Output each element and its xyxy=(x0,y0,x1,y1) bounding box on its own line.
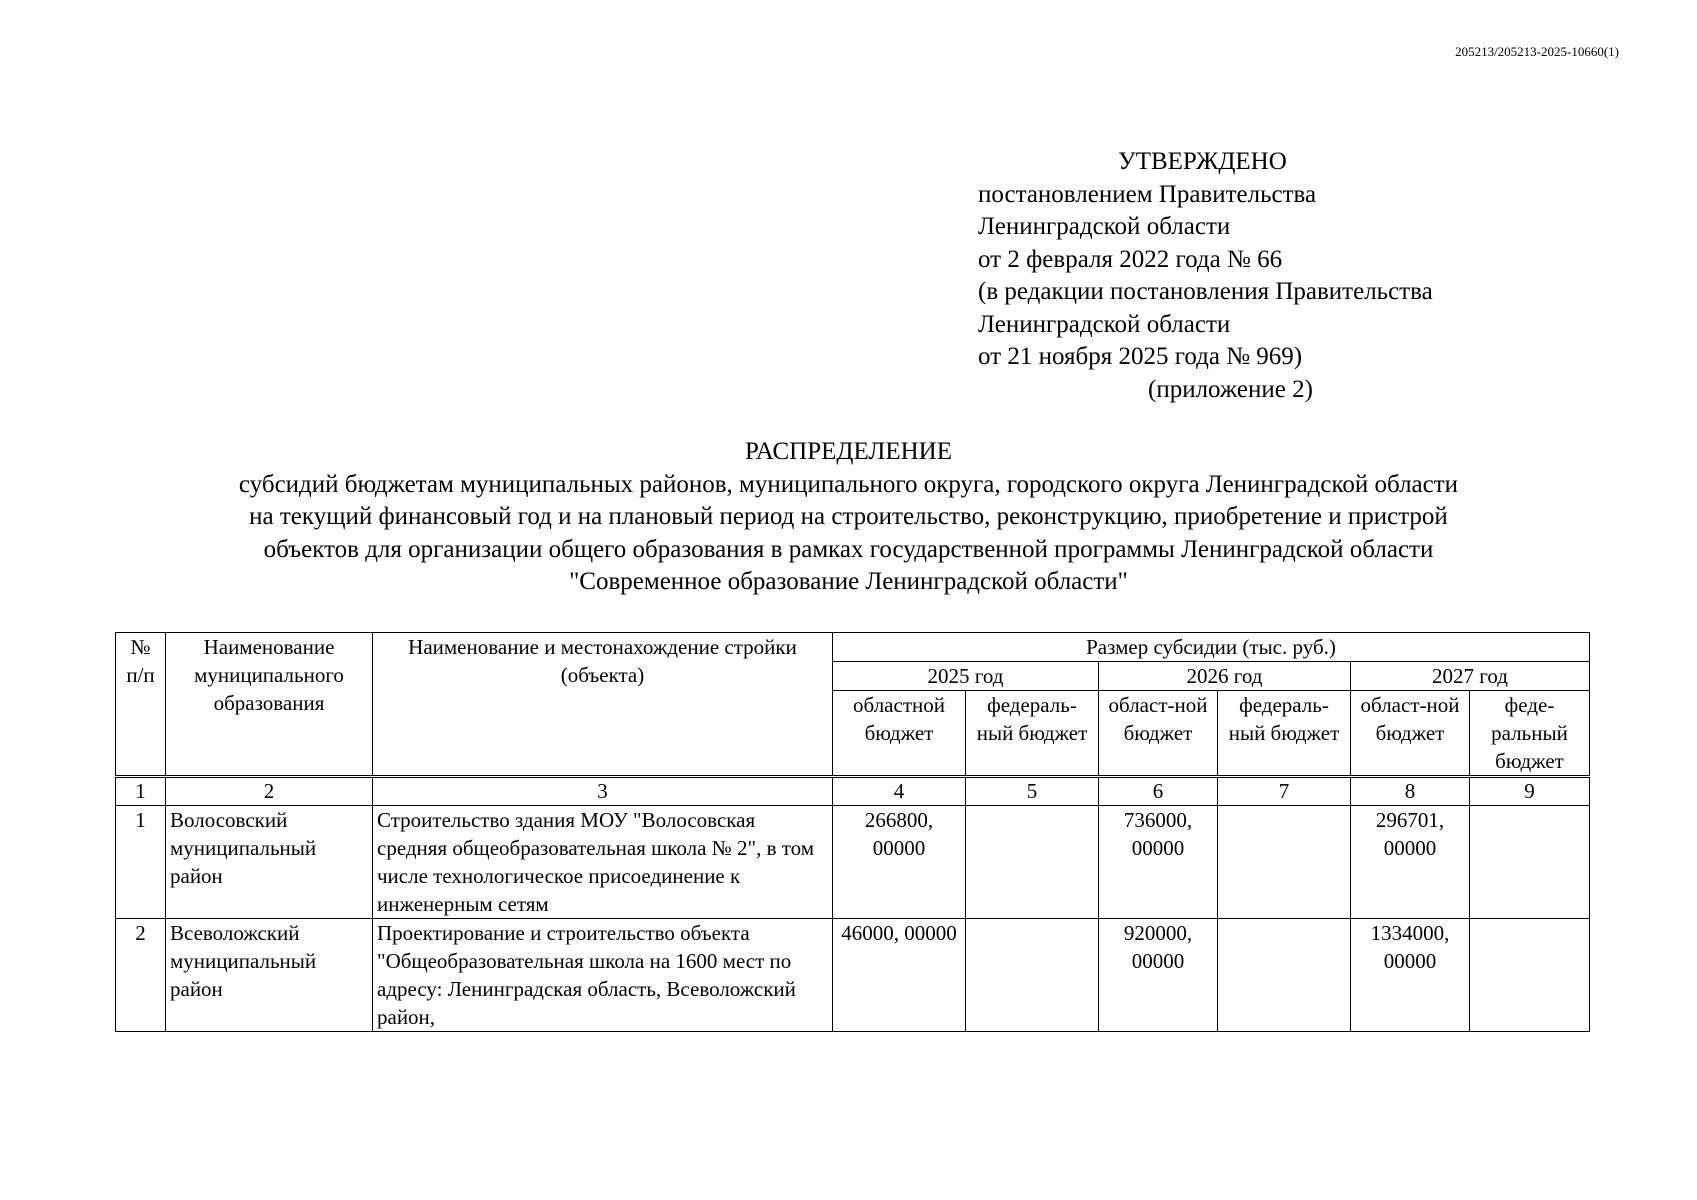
row-value: 920000, 00000 xyxy=(1099,919,1218,1032)
row-value xyxy=(966,919,1099,1032)
header-num: № п/п xyxy=(116,633,166,777)
row-num: 1 xyxy=(116,806,166,919)
appendix-label: (приложение 2) xyxy=(1148,375,1313,403)
subsidy-table xyxy=(115,632,1589,1032)
row-value: 736000, 00000 xyxy=(1099,806,1218,919)
row-value xyxy=(966,806,1099,919)
document-id: 205213/205213-2025-10660(1) xyxy=(1455,44,1619,59)
table-row xyxy=(116,806,1590,919)
row-value xyxy=(1218,806,1351,919)
column-number: 7 xyxy=(1218,777,1351,806)
header-object: Наименование и местонахождение стройки (объекта) xyxy=(373,633,833,777)
column-number: 6 xyxy=(1099,777,1218,806)
header-municipality: Наименование муниципального образования xyxy=(166,633,373,777)
row-object: Проектирование и строительство объекта "Общеобразовательная школа на 1600 мест по адресу: Ленинградская область, Всеволожский район, xyxy=(373,919,833,1032)
row-value xyxy=(1470,919,1590,1032)
header-year: 2027 год xyxy=(1351,662,1590,691)
title-line: на текущий финансовый год и на плановый период на строительство, реконструкцию, приобретение и пристрой xyxy=(249,503,1448,530)
row-value xyxy=(1470,806,1590,919)
column-number: 2 xyxy=(166,777,373,806)
approval-line: Ленинградской области xyxy=(978,213,1231,240)
row-value: 266800, 00000 xyxy=(833,806,966,919)
row-value: 46000, 00000 xyxy=(833,919,966,1032)
row-municipality: Всеволожский муниципальный район xyxy=(166,919,373,1032)
approval-line: Ленинградской области xyxy=(978,310,1231,338)
header-year: 2026 год xyxy=(1099,662,1351,691)
row-value: 1334000, 00000 xyxy=(1351,919,1470,1032)
title-line: субсидий бюджетам муниципальных районов, муниципального округа, городского округа Ленинградской области xyxy=(238,470,1459,498)
column-number: 1 xyxy=(116,777,166,806)
header-budget: областной бюджет xyxy=(833,691,966,777)
row-municipality: Волосовский муниципальный район xyxy=(166,806,373,919)
row-object: Строительство здания МОУ "Волосовская средняя общеобразовательная школа № 2", в том числе технологическое присоединение к инженерным сетям xyxy=(373,806,833,919)
row-value xyxy=(1218,919,1351,1032)
column-number: 3 xyxy=(373,777,833,806)
approval-line: (в редакции постановления Правительства xyxy=(978,278,1433,305)
column-number: 5 xyxy=(966,777,1099,806)
column-number: 4 xyxy=(833,777,966,806)
title-line: объектов для организации общего образования в рамках государственной программы Ленинградской области xyxy=(263,535,1434,563)
header-budget: област-ной бюджет xyxy=(1351,691,1470,777)
title-line: "Современное образование Ленинградской области" xyxy=(569,568,1128,595)
table-row xyxy=(116,919,1590,1032)
document-title xyxy=(0,436,1697,599)
approval-line: от 2 февраля 2022 года № 66 xyxy=(978,245,1283,273)
approval-heading: УТВЕРЖДЕНО xyxy=(1118,148,1287,175)
header-budget: феде-ральный бюджет xyxy=(1470,691,1590,777)
title-heading: РАСПРЕДЕЛЕНИЕ xyxy=(744,438,953,465)
row-value: 296701, 00000 xyxy=(1351,806,1470,919)
header-budget: федераль-ный бюджет xyxy=(1218,691,1351,777)
header-budget: област-ной бюджет xyxy=(1099,691,1218,777)
approval-line: от 21 ноября 2025 года № 969) xyxy=(978,343,1303,370)
header-year: 2025 год xyxy=(833,662,1099,691)
column-numbers-row xyxy=(116,777,1590,806)
row-num: 2 xyxy=(116,919,166,1032)
approval-line: постановлением Правительства xyxy=(978,180,1317,208)
header-subsidy: Размер субсидии (тыс. руб.) xyxy=(833,633,1590,662)
header-row xyxy=(116,633,1590,662)
column-number: 9 xyxy=(1470,777,1590,806)
header-budget: федераль-ный бюджет xyxy=(966,691,1099,777)
column-number: 8 xyxy=(1351,777,1470,806)
approval-stamp xyxy=(978,146,1433,406)
